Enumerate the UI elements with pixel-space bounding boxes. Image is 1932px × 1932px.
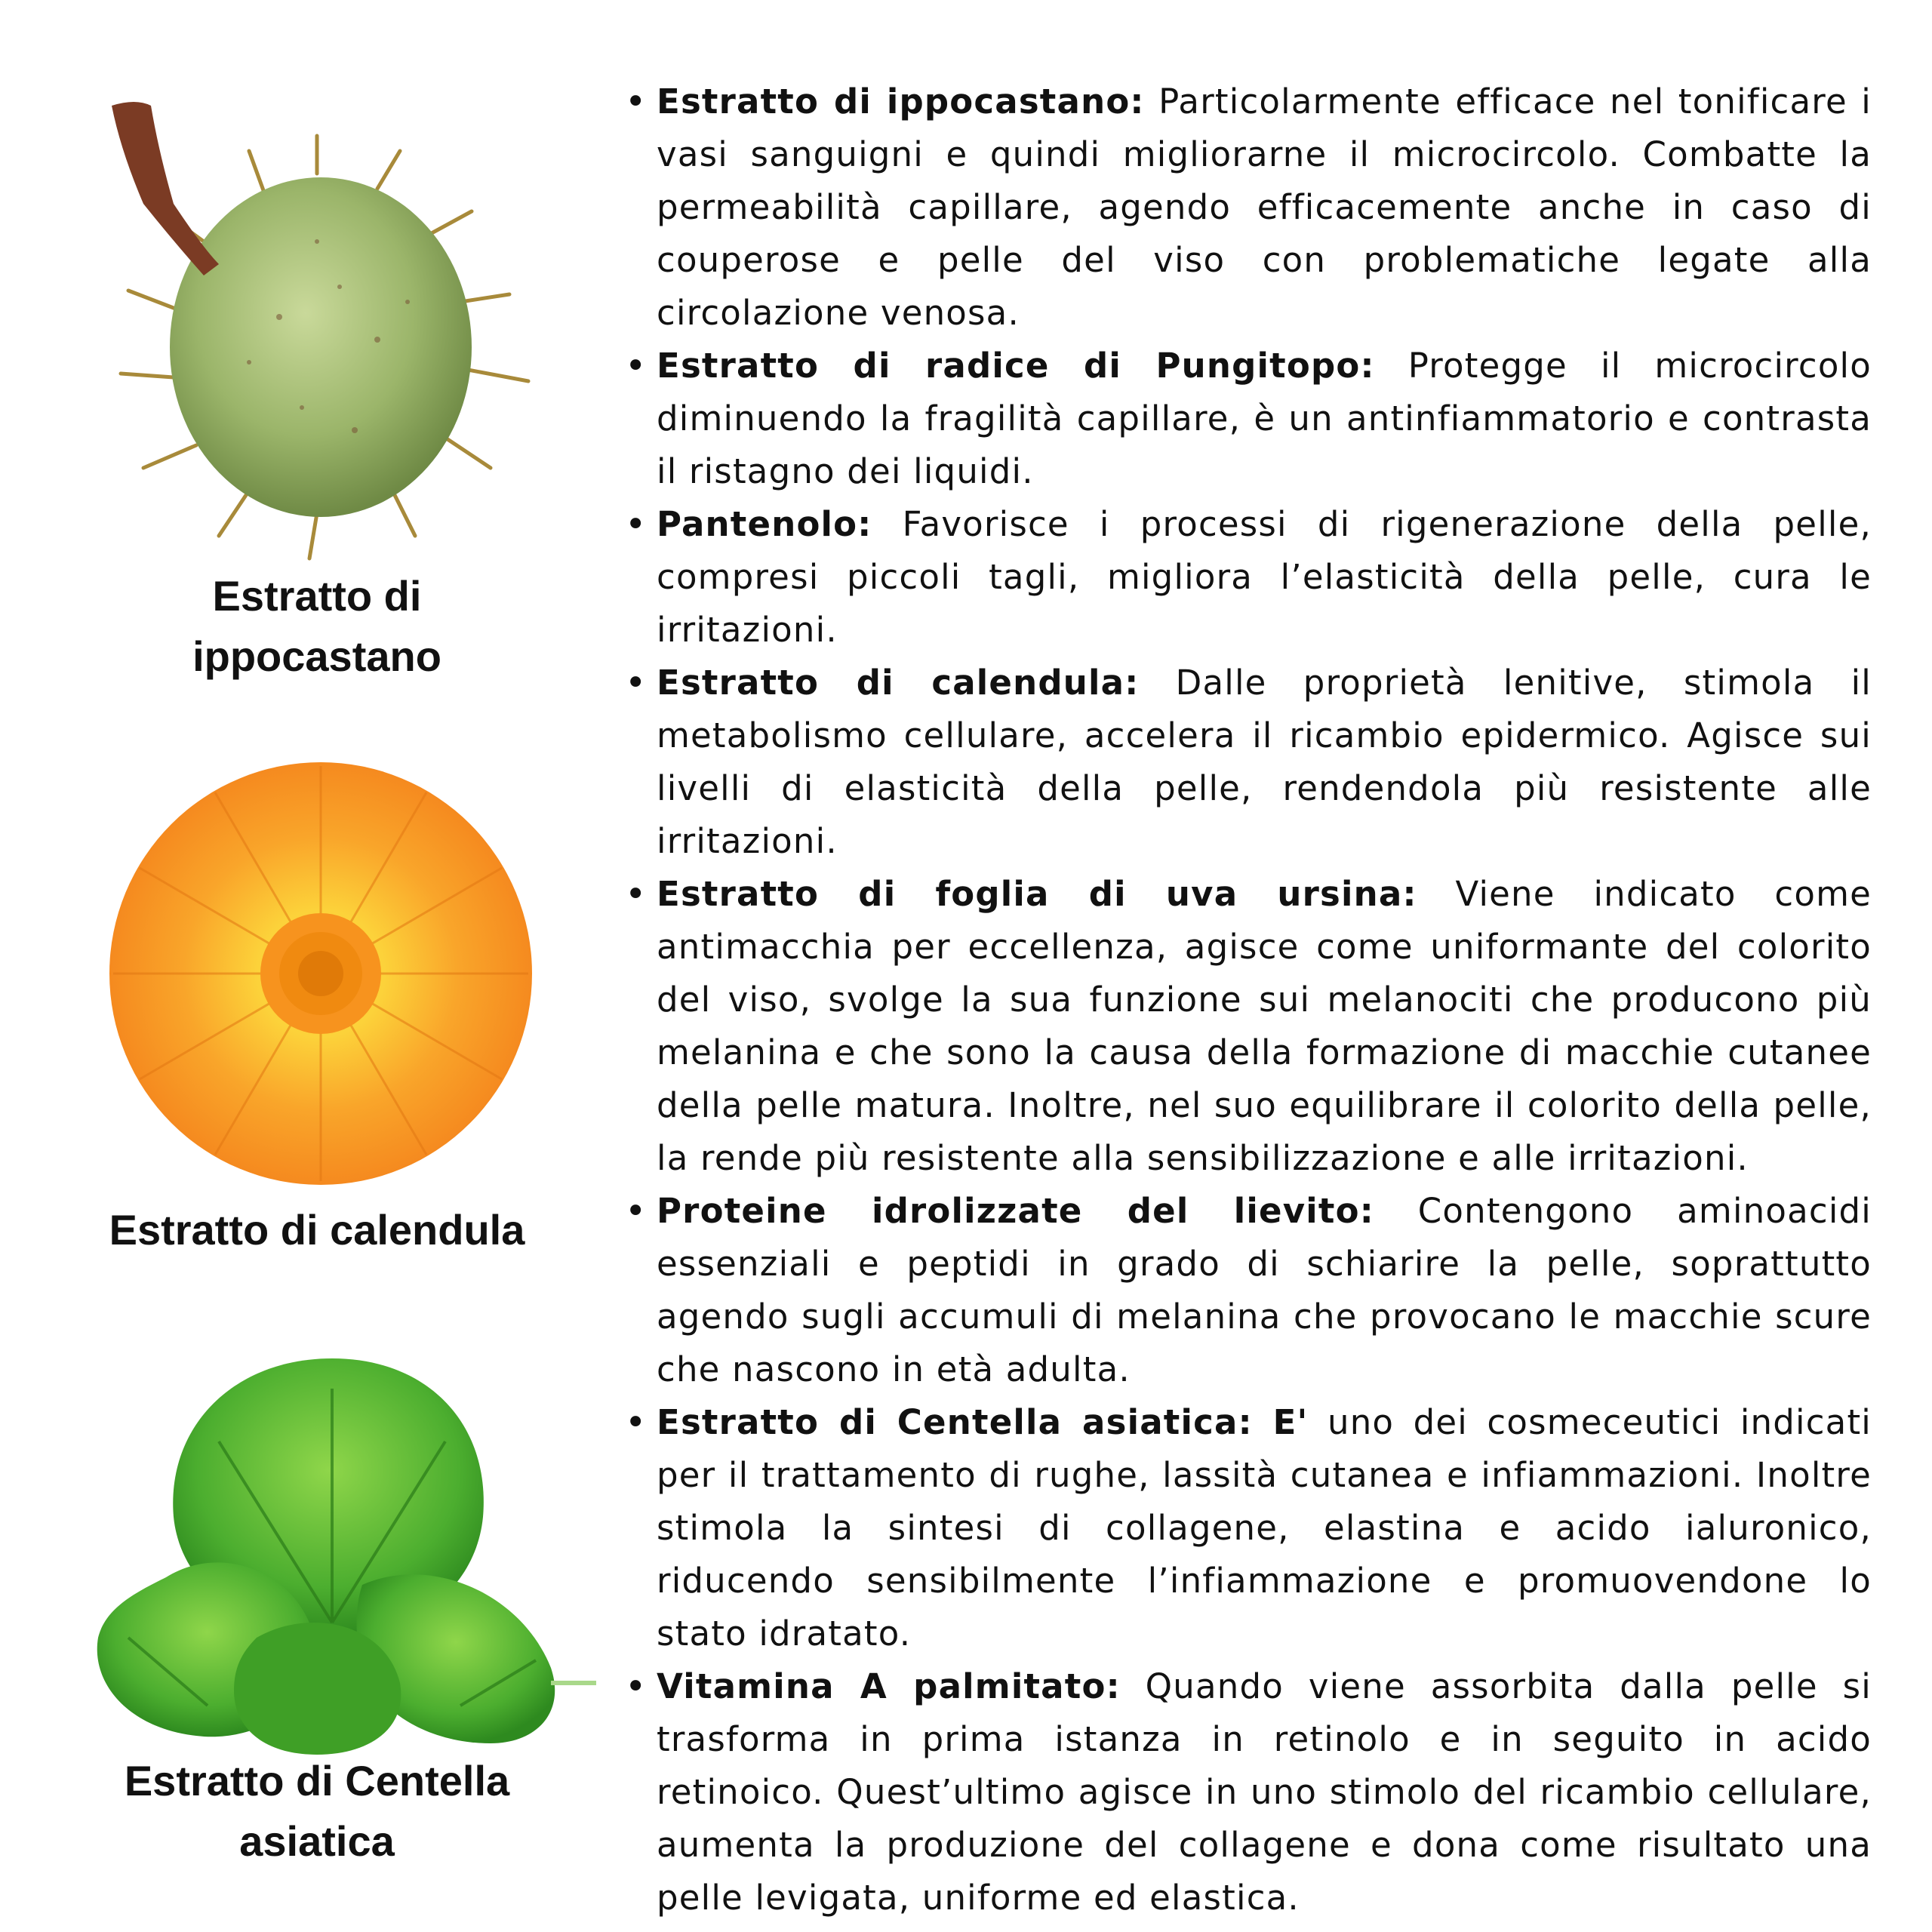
list-item: • Estratto di radice di Pungitopo: Protegge il microcircolo diminuendo la fragilità capillare, è un antinfiammatorio e contrasta il ristagno dei liquidi. [619,340,1872,498]
calendula-flower-image [102,755,540,1192]
horse-chestnut-image [91,91,558,574]
list-item: • Estratto di foglia di uva ursina: Viene indicato come antimacchia per eccellenza, agisce come uniformante del colorito del viso, svolge la sua funzione sui melanociti che producono più melanina e che sono la causa della formazione di macchie cutanee della pelle matura. Inoltre, nel suo equilibrare il colorito della pelle, la rende più resistente alla sensibilizzazione e alle irritazioni. [619,868,1872,1185]
ingredients-column [619,75,1872,1924]
list-item: • Estratto di ippocastano: Particolarmente efficace nel tonificare i vasi sanguigni e quindi migliorarne il microcircolo. Combatte la permeabilità capillare, agendo efficacemente anche in caso di couperose e pelle del viso con problematiche legate alla circolazione venosa. [619,75,1872,340]
list-item: • Estratto di Centella asiatica: E' uno dei cosmeceutici indicati per il trattamento di rughe, lassità cutanea e infiammazioni. Inoltre stimola la sintesi di collagene, elastina e acido ialuronico, riducendo sensibilmente l’infiammazione e promuovendone lo stato idratato. [619,1396,1872,1660]
centella-leaves-image [83,1351,596,1758]
list-item: • Estratto di calendula: Dalle proprietà lenitive, stimola il metabolismo cellulare, accelera il ricambio epidermico. Agisce sui livelli di elasticità della pelle, rendendola più resistente alle irritazioni. [619,657,1872,868]
list-item: • Pantenolo: Favorisce i processi di rigenerazione della pelle, compresi piccoli tagli, migliora l’elasticità della pelle, cura le irritazioni. [619,498,1872,657]
plant-column [0,0,619,1932]
caption-ippocastano: Estratto di ippocastano [192,572,441,680]
ingredients-list [619,75,1872,1924]
list-item: • Proteine idrolizzate del lievito: Contengono aminoacidi essenziali e peptidi in grado di schiarire la pelle, soprattutto agendo sugli accumuli di melanina che provocano le macchie scure che nascono in età adulta. [619,1185,1872,1396]
caption-calendula: Estratto di calendula [109,1206,525,1254]
caption-centella: Estratto di Centella asiatica [124,1757,510,1865]
list-item: • Vitamina A palmitato: Quando viene assorbita dalla pelle si trasforma in prima istanza in retinolo e in seguito in acido retinoico. Quest’ultimo agisce in uno stimolo del ricambio cellulare, aumenta la produzione del collagene e dona come risultato una pelle levigata, uniforme ed elastica. [619,1660,1872,1924]
